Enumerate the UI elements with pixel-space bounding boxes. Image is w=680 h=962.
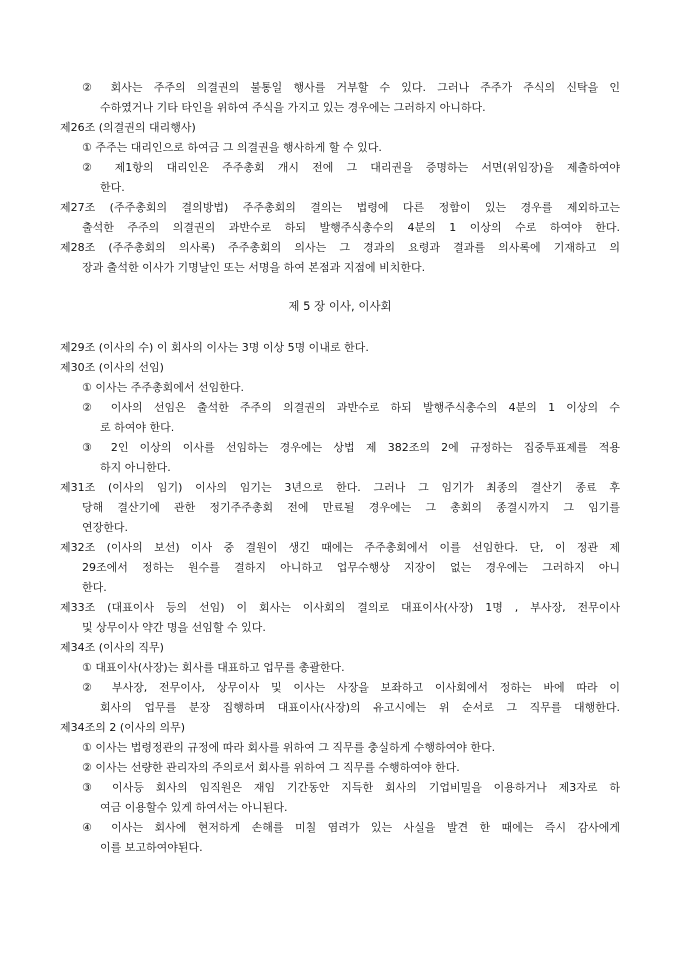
text-line: ② 이사는 선량한 관리자의 주의로서 회사를 위하여 그 직무를 수행하여야 한다. (82, 761, 460, 774)
text-line: 제31조 (이사의 임기) 이사의 임기는 3년으로 한다. 그러나 그 임기가 최종의 결산기 종료 후 (60, 481, 620, 494)
text-line: ① 대표이사(사장)는 회사를 대표하고 업무를 총괄한다. (82, 661, 345, 674)
article-heading: 제26조 (의결권의 대리행사) (60, 121, 196, 134)
text-line: ② 회사는 주주의 의결권의 불통일 행사를 거부할 수 있다. 그러나 주주가 주식의 신탁을 인 (82, 81, 620, 94)
text-line: 로 하여야 한다. (100, 421, 175, 434)
chapter-title: 제 5 장 이사, 이사회 (288, 299, 392, 313)
text-line: 여금 이용할수 있게 하여서는 아니된다. (100, 801, 288, 814)
text-line: ① 주주는 대리인으로 하여금 그 의결권을 행사하게 할 수 있다. (82, 141, 382, 154)
article-heading: 제34조의 2 (이사의 의무) (60, 721, 186, 734)
text-line: 및 상무이사 약간 명을 선임할 수 있다. (82, 621, 266, 634)
text-line: 장과 출석한 이사가 기명날인 또는 서명을 하여 본점과 지점에 비치한다. (82, 261, 426, 274)
text-line: 당해 결산기에 관한 정기주주총회 전에 만료될 경우에는 그 총회의 종결시까지 그 임기를 (82, 501, 620, 514)
text-line: ② 제1항의 대리인은 주주총회 개시 전에 그 대리권을 증명하는 서면(위임장)을 제출하여야 (82, 161, 620, 174)
text-line: ① 이사는 주주총회에서 선임한다. (82, 381, 244, 394)
text-line: ④ 이사는 회사에 현저하게 손해를 미칠 염려가 있는 사실을 발견 한 때에는 즉시 감사에게 (82, 821, 620, 834)
text-line: 수하였거나 기타 타인을 위하여 주식을 가지고 있는 경우에는 그러하지 아니하다. (100, 101, 486, 114)
text-line: ③ 2인 이상의 이사를 선임하는 경우에는 상법 제 382조의 2에 규정하는 집중투표제를 적용 (82, 441, 620, 454)
text-line: 제27조 (주주총회의 결의방법) 주주총회의 결의는 법령에 다른 정함이 있는 경우를 제외하고는 (60, 201, 620, 214)
text-line: 한다. (82, 581, 107, 594)
text-line: 한다. (100, 181, 125, 194)
text-line: 하지 아니한다. (100, 461, 171, 474)
text-line: ③ 이사등 회사의 임직원은 재임 기간동안 지득한 회사의 기업비밀을 이용하거나 제3자로 하 (82, 781, 620, 794)
text-line: 출석한 주주의 의결권의 과반수로 하되 발행주식총수의 4분의 1 이상의 수로 하여야 한다. (82, 221, 620, 234)
text-line: ① 이사는 법령정관의 규정에 따라 회사를 위하여 그 직무를 충실하게 수행하여야 한다. (82, 741, 496, 754)
text-line: 연장한다. (82, 521, 129, 534)
text-line: 제29조 (이사의 수) 이 회사의 이사는 3명 이상 5명 이내로 한다. (60, 341, 369, 354)
text-line: ② 부사장, 전무이사, 상무이사 및 이사는 사장을 보좌하고 이사회에서 정하는 바에 따라 이 (82, 681, 620, 694)
text-line: 제28조 (주주총회의 의사록) 주주총회의 의사는 그 경과의 요령과 결과를 의사록에 기재하고 의 (60, 241, 620, 254)
article-heading: 제30조 (이사의 선임) (60, 361, 164, 374)
text-line: ② 이사의 선임은 출석한 주주의 의결권의 과반수로 하되 발행주식총수의 4분의 1 이상의 수 (82, 401, 620, 414)
text-line: 29조에서 정하는 원수를 결하지 아니하고 업무수행상 지장이 없는 경우에는 그러하지 아니 (82, 561, 620, 574)
article-heading: 제34조 (이사의 직무) (60, 641, 164, 654)
text-line: 이를 보고하여야된다. (100, 841, 203, 854)
text-line: 제32조 (이사의 보선) 이사 중 결원이 생긴 때에는 주주총회에서 이를 선임한다. 단, 이 정관 제 (60, 541, 620, 554)
text-line: 회사의 업무를 분장 집행하며 대표이사(사장)의 유고시에는 위 순서로 그 직무를 대행한다. (100, 701, 620, 714)
text-line: 제33조 (대표이사 등의 선임) 이 회사는 이사회의 결의로 대표이사(사장) 1명 , 부사장, 전무이사 (60, 601, 620, 614)
